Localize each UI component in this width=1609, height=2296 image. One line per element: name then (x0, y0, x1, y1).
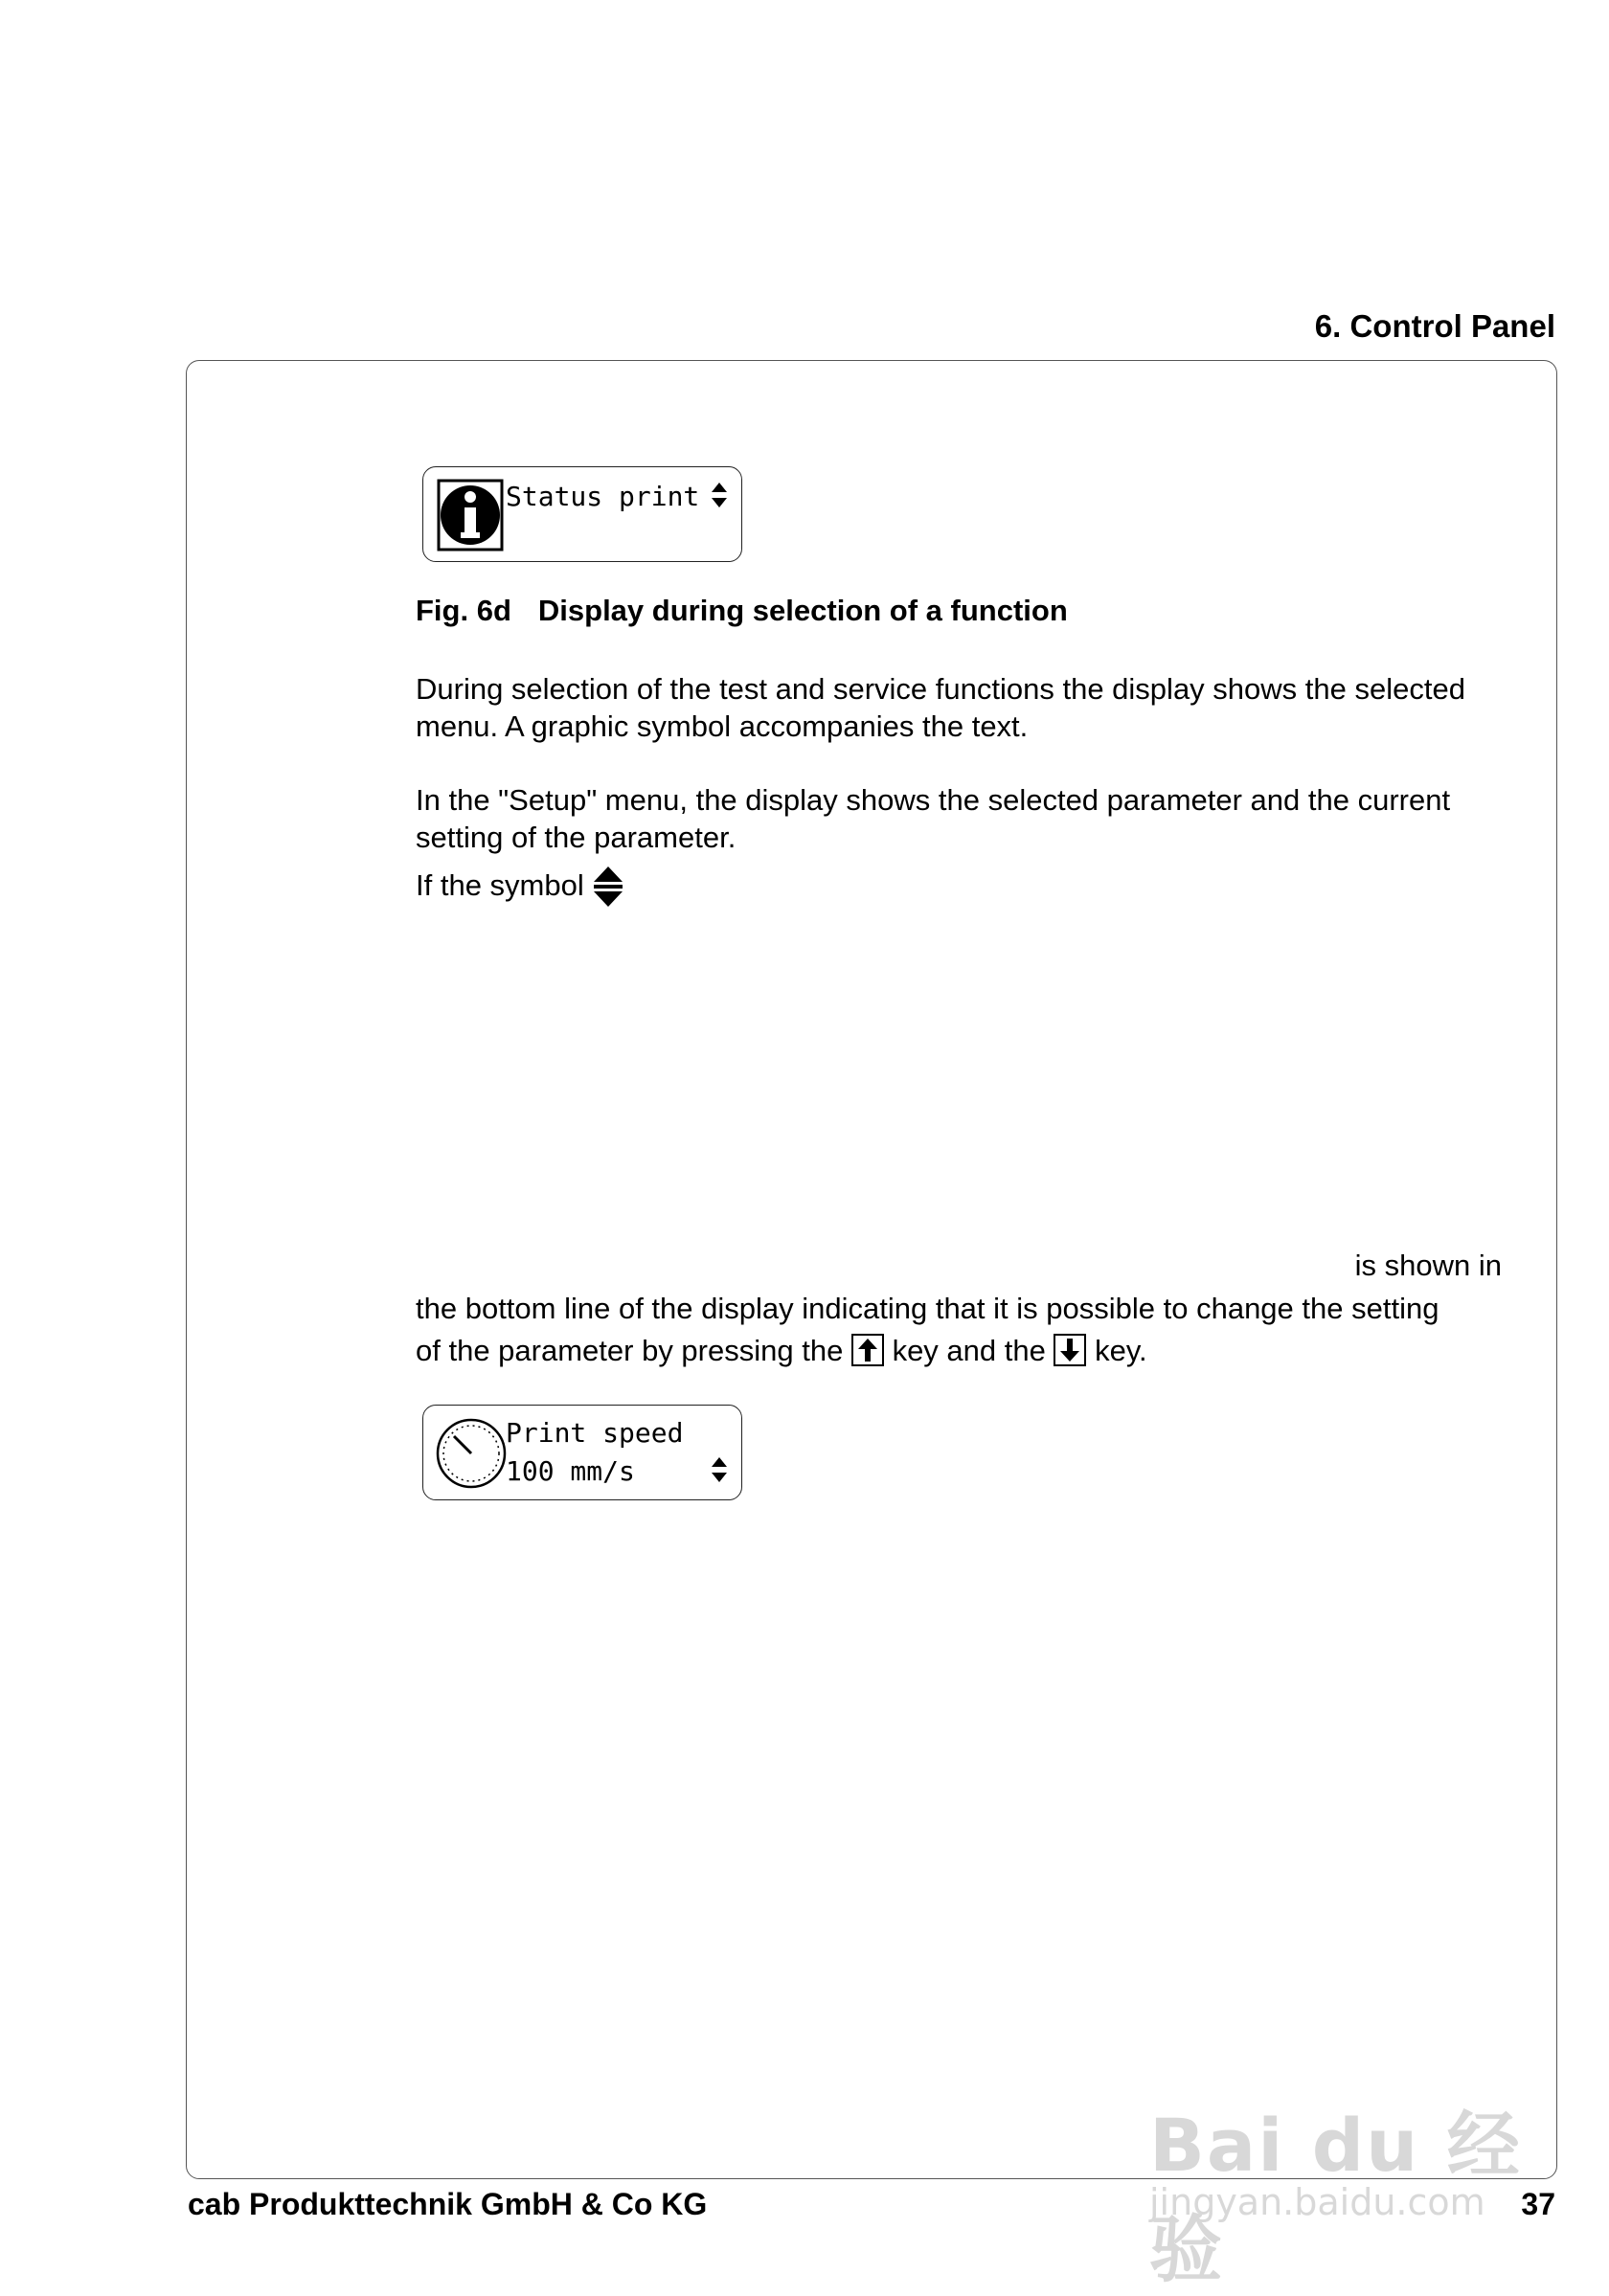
page-number: 37 (1521, 2187, 1555, 2221)
p3-start-text: If the symbol (416, 868, 584, 902)
info-icon (437, 479, 504, 551)
section-title: 6. Control Panel (1314, 308, 1555, 344)
up-key-icon (851, 1334, 884, 1366)
speedometer-icon (435, 1417, 508, 1490)
figure-title: Display during selection of a function (537, 594, 1068, 627)
p3-line3-a: of the parameter by pressing the (416, 1334, 844, 1367)
p3-line3-b: key and the (892, 1334, 1046, 1367)
paragraph-3-line-2: the bottom line of the display indicating that it is possible to change the setting (416, 1292, 1439, 1325)
down-key-icon (1054, 1334, 1086, 1366)
lcd-display-print-speed (422, 1405, 742, 1500)
lcd-line-2: 100 mm/s (506, 1455, 635, 1487)
scroll-symbol-icon (592, 865, 624, 909)
up-down-arrows-icon (711, 481, 728, 509)
paragraph-3-line-3 (416, 1332, 1536, 1369)
lcd-display-status-print (422, 466, 742, 562)
p3-mid-text: is shown in (1354, 1249, 1502, 1282)
paragraph-3-line-1 (416, 865, 1536, 909)
lcd-line-1: Status print (506, 481, 700, 512)
watermark-url: jingyan.baidu.com (1149, 2181, 1485, 2223)
figure-caption (416, 594, 1068, 628)
footer-company: cab Produkttechnik GmbH & Co KG (188, 2187, 708, 2221)
up-down-arrows-icon (711, 1455, 728, 1484)
p3-line3-c: key. (1095, 1334, 1147, 1367)
lcd-line-1: Print speed (506, 1417, 684, 1449)
figure-number: Fig. 6d (416, 594, 511, 627)
watermark-brand: Bai du 经验 (1149, 2103, 1522, 2292)
watermark (1149, 2039, 1532, 2292)
paragraph-2: In the "Setup" menu, the display shows the selected parameter and the current setting of the parameter. (416, 783, 1451, 854)
paragraph-1: During selection of the test and service functions the display shows the selected menu. A graphic symbol accompanies the text. (416, 672, 1465, 743)
